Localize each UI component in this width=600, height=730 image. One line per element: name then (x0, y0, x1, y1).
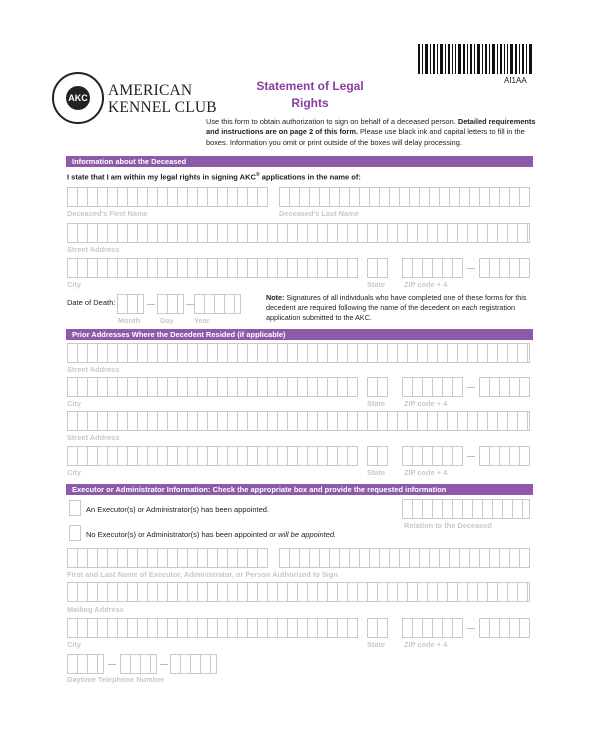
relation-to-deceased-input[interactable] (402, 499, 530, 519)
deceased-zip-input[interactable] (402, 258, 463, 278)
prior-zip-1-label: ZIP code + 4 (404, 399, 448, 408)
logo-line-american: AMERICAN (108, 82, 193, 99)
section-header-executor: Executor or Administrator Information: Check the appropriate box and provide the requested information (66, 484, 533, 495)
executor-last-name-input[interactable] (279, 548, 530, 568)
phone-area-code-input[interactable] (67, 654, 104, 674)
logo-line-kennel-club: KENNEL CLUB (108, 99, 217, 116)
note-part1: Signatures of all individuals who have completed one of these forms for this decedent are required following the name of the decedent on (266, 293, 527, 313)
date-separator-1 (147, 304, 155, 305)
deceased-last-name-input[interactable] (279, 187, 530, 207)
zip-separator (467, 456, 475, 457)
executor-zip4-input[interactable] (479, 618, 530, 638)
executor-zip-input[interactable] (402, 618, 463, 638)
phone-line-number-input[interactable] (170, 654, 217, 674)
note-bold: Note: (266, 293, 285, 302)
prior-zip4-2-input[interactable] (479, 446, 530, 466)
phone-separator-2 (160, 664, 168, 665)
note-part2: registration application submitted to the AKC. (266, 303, 515, 323)
legal-rights-statement (67, 172, 361, 182)
date-of-death-month-input[interactable] (117, 294, 144, 314)
prior-city-2-label: City (67, 468, 81, 477)
deceased-state-input[interactable] (367, 258, 388, 278)
prior-zip-2-input[interactable] (402, 446, 463, 466)
form-title-line2: Rights (291, 96, 329, 110)
form-code: AI1AA (504, 76, 527, 85)
registered-mark: ® (255, 172, 260, 178)
date-of-death-label: Date of Death: (67, 298, 116, 307)
intro-text-part2: Please use black ink and capital letters to fill in the boxes. Information you omit or print outside of the boxes will delay processing. (206, 127, 525, 147)
year-label: Year (194, 316, 210, 325)
prior-street-address-1-input[interactable] (67, 343, 530, 363)
signature-note (266, 293, 534, 324)
deceased-street-address-label: Street Address (67, 245, 120, 254)
relation-to-deceased-label: Relation to the Deceased (404, 521, 492, 530)
form-title-line1: Statement of Legal (256, 79, 364, 93)
intro-text-bold: Detailed requirements and instructions are on page 2 of this form. (206, 117, 536, 137)
intro-text-part1: Use this form to obtain authorization to sign on behalf of a deceased person. (206, 117, 458, 126)
prior-state-1-label: State (367, 399, 386, 408)
prior-street-address-2-input[interactable] (67, 411, 530, 431)
prior-street-address-2-label: Street Address (67, 433, 120, 442)
date-of-death-day-input[interactable] (157, 294, 184, 314)
prior-state-2-label: State (367, 468, 386, 477)
deceased-zip-label: ZIP code + 4 (404, 280, 448, 289)
section-header-deceased: Information about the Deceased (66, 156, 533, 167)
phone-prefix-input[interactable] (120, 654, 157, 674)
no-executor-checkbox[interactable] (69, 525, 81, 541)
executor-name-label: First and Last Name of Executor, Administrator, or Person Authorized to Sign (67, 570, 338, 579)
date-of-death-year-input[interactable] (194, 294, 241, 314)
executor-mailing-address-label: Mailing Address (67, 605, 124, 614)
executor-first-name-input[interactable] (67, 548, 268, 568)
executor-city-label: City (67, 640, 81, 649)
section-header-prior-addresses: Prior Addresses Where the Decedent Resided (if applicable) (66, 329, 533, 340)
prior-zip-2-label: ZIP code + 4 (404, 468, 448, 477)
prior-state-1-input[interactable] (367, 377, 388, 397)
executor-zip-label: ZIP code + 4 (404, 640, 448, 649)
statement-part1: I state that I am within my legal rights in signing AKC (67, 172, 256, 182)
akc-logo-seal (52, 72, 104, 124)
zip-separator (467, 268, 475, 269)
deceased-city-label: City (67, 280, 81, 289)
phone-separator-1 (108, 664, 116, 665)
date-separator-2 (186, 304, 194, 305)
statement-part2: applications in the name of: (259, 172, 361, 182)
deceased-state-label: State (367, 280, 386, 289)
executor-state-label: State (367, 640, 386, 649)
executor-appointed-checkbox[interactable] (69, 500, 81, 516)
prior-zip-1-input[interactable] (402, 377, 463, 397)
executor-city-input[interactable] (67, 618, 358, 638)
intro-instructions (206, 117, 536, 148)
akc-logo-badge: AKC (66, 86, 90, 110)
deceased-zip4-input[interactable] (479, 258, 530, 278)
executor-appointed-label: An Executor(s) or Administrator(s) has been appointed. (86, 505, 270, 514)
month-label: Month (118, 316, 141, 325)
deceased-first-name-input[interactable] (67, 187, 268, 207)
executor-state-input[interactable] (367, 618, 388, 638)
zip-separator (467, 628, 475, 629)
deceased-first-name-label: Deceased's First Name (67, 209, 148, 218)
deceased-last-name-label: Deceased's Last Name (279, 209, 359, 218)
executor-mailing-address-input[interactable] (67, 582, 530, 602)
prior-state-2-input[interactable] (367, 446, 388, 466)
prior-city-1-label: City (67, 399, 81, 408)
barcode-icon (418, 44, 534, 74)
zip-separator (467, 387, 475, 388)
deceased-street-address-input[interactable] (67, 223, 530, 243)
prior-street-address-1-label: Street Address (67, 365, 120, 374)
no-executor-part1: No Executor(s) or Administrator(s) has been appointed (86, 530, 270, 539)
prior-zip4-1-input[interactable] (479, 377, 530, 397)
no-executor-label (86, 530, 336, 539)
prior-city-2-input[interactable] (67, 446, 358, 466)
deceased-city-input[interactable] (67, 258, 358, 278)
note-italic: each (461, 303, 478, 313)
day-label: Day (160, 316, 174, 325)
no-executor-italic: or will be appointed. (269, 530, 337, 539)
phone-number-label: Daytime Telephone Number (67, 675, 165, 684)
prior-city-1-input[interactable] (67, 377, 358, 397)
